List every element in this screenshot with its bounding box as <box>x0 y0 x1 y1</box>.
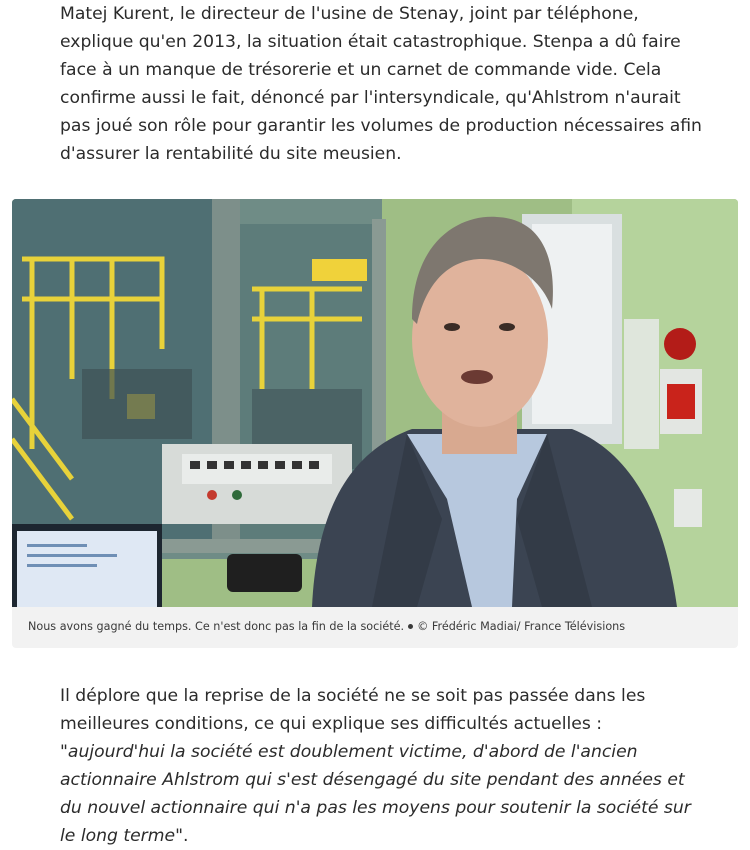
paragraph-quote: aujourd'hui la société est doublement victime, d'abord de l'ancien actionnaire Ahlstrom qui s'est désengagé du site pendant des années et du nouvel actionnaire qui n'a pas les moyens pour soutenir la société sur le long terme <box>60 742 691 846</box>
paragraph-intro: Il déplore que la reprise de la société ne se soit pas passée dans les meilleures conditions, ce qui explique ses difficultés actuelles : " <box>60 686 646 762</box>
article-paragraph-2 <box>60 682 710 850</box>
article-figure <box>12 199 738 648</box>
caption-text: Nous avons gagné du temps. Ce n'est donc pas la fin de la société. <box>28 620 405 633</box>
article-paragraph: Matej Kurent, le directeur de l'usine de Stenay, joint par téléphone, explique qu'en 2013, la situation était catastrophique. Stenpa a dû faire face à un manque de trésorerie et un carnet de commande vide. Cela confirme aussi le fait, dénoncé par l'intersyndicale, qu'Ahlstrom n'aurait pas joué son rôle pour garantir les volumes de production nécessaires afin d'assurer la rentabilité du site meusien. <box>60 4 702 164</box>
photo-caption <box>28 619 625 635</box>
bullet-separator-icon <box>408 624 413 629</box>
paragraph-outro: ". <box>175 826 189 846</box>
article-photo <box>12 199 738 607</box>
photo-credit: © Frédéric Madiai/ France Télévisions <box>417 620 626 633</box>
